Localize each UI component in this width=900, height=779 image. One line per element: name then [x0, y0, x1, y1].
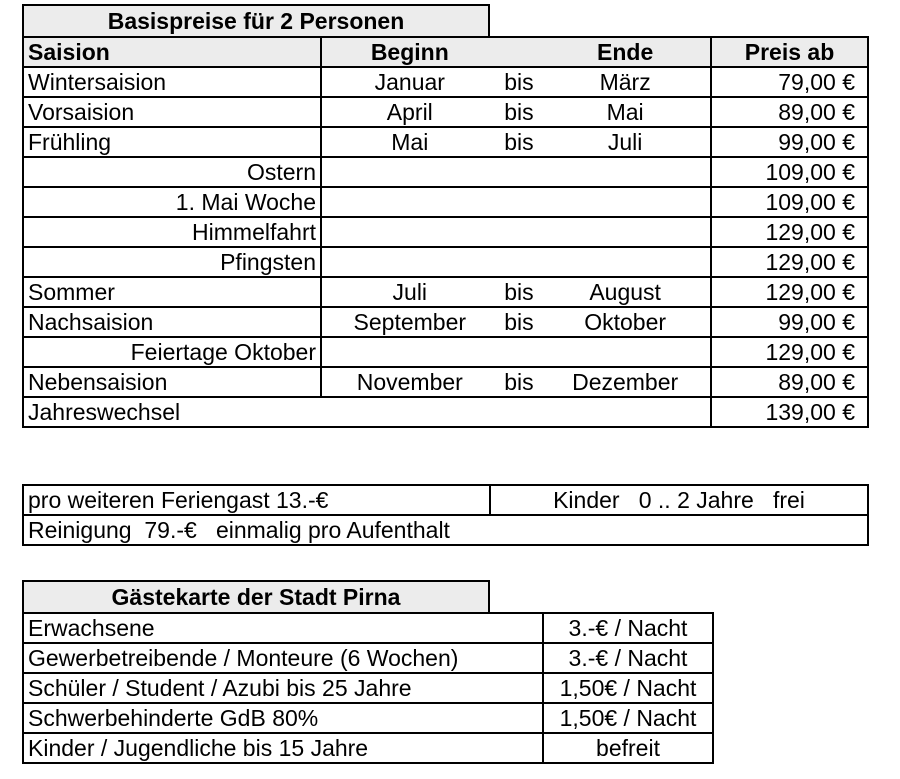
table-row: 1. Mai Woche 109,00 €	[23, 187, 868, 217]
cleaning-text: Reinigung 79.-€ einmalig pro Aufenthalt	[23, 515, 868, 545]
header-begin: Beginn	[370, 39, 449, 65]
price-table-title: Basispreise für 2 Personen	[22, 4, 490, 38]
table-row: Nebensaision November bis Dezember 89,00 €	[23, 367, 868, 397]
table-row: Pfingsten 129,00 €	[23, 247, 868, 277]
table-row: Nachsaision September bis Oktober 99,00 €	[23, 307, 868, 337]
extras-table	[22, 484, 869, 546]
table-row: Vorsaision April bis Mai 89,00 €	[23, 97, 868, 127]
table-row: Frühling Mai bis Juli 99,00 €	[23, 127, 868, 157]
table-row: Erwachsene 3.-€ / Nacht	[23, 613, 713, 643]
table-row: Wintersaision Januar bis März 79,00 €	[23, 67, 868, 97]
header-price: Preis ab	[711, 37, 868, 67]
guest-card-title: Gästekarte der Stadt Pirna	[22, 580, 490, 614]
table-row: Schwerbehinderte GdB 80% 1,50€ / Nacht	[23, 703, 713, 733]
header-end: Ende	[597, 39, 654, 65]
header-season: Saision	[23, 37, 321, 67]
extra-guest-text: pro weiteren Feriengast 13.-€	[23, 485, 490, 515]
table-row: Kinder / Jugendliche bis 15 Jahre befreit	[23, 733, 713, 763]
table-row: Himmelfahrt 129,00 €	[23, 217, 868, 247]
table-row: Jahreswechsel 139,00 €	[23, 397, 868, 427]
table-row: Ostern 109,00 €	[23, 157, 868, 187]
price-table-header	[23, 37, 868, 67]
price-table	[22, 36, 869, 428]
children-free-text: Kinder 0 .. 2 Jahre frei	[490, 485, 868, 515]
table-row	[23, 515, 868, 545]
table-row: Schüler / Student / Azubi bis 25 Jahre 1,50€ / Nacht	[23, 673, 713, 703]
guest-card-table	[22, 612, 714, 764]
table-row: Feiertage Oktober 129,00 €	[23, 337, 868, 367]
table-row: Gewerbetreibende / Monteure (6 Wochen) 3.-€ / Nacht	[23, 643, 713, 673]
table-row	[23, 485, 868, 515]
table-row: Sommer Juli bis August 129,00 €	[23, 277, 868, 307]
